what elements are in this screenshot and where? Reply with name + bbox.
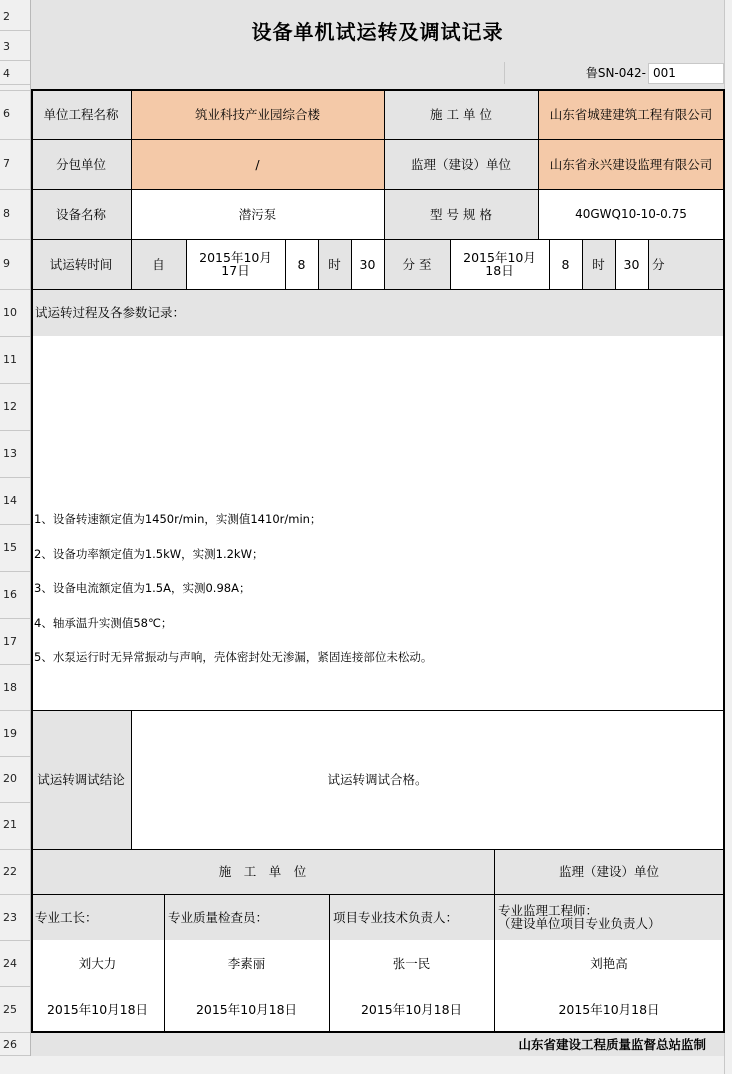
supervision-unit-value[interactable]: 山东省永兴建设监理有限公司 xyxy=(538,139,724,189)
end-date[interactable]: 2015年10月18日 xyxy=(450,239,549,289)
supervisor-name[interactable]: 刘艳高 xyxy=(494,940,724,986)
foreman-label: 专业工长： xyxy=(31,894,164,940)
row-number[interactable]: 12 xyxy=(3,400,17,413)
row-number[interactable]: 6 xyxy=(3,107,10,120)
start-minute[interactable]: 30 xyxy=(351,239,384,289)
row-number[interactable]: 8 xyxy=(3,207,10,220)
row-number[interactable]: 7 xyxy=(3,157,10,170)
trial-time-label: 试运转时间 xyxy=(31,239,131,289)
construction-unit-label: 施 工 单 位 xyxy=(384,90,538,139)
row-number[interactable]: 19 xyxy=(3,727,17,740)
row-number[interactable]: 26 xyxy=(3,1038,17,1051)
row-number[interactable]: 25 xyxy=(3,1003,17,1016)
construction-unit-value[interactable]: 山东省城建建筑工程有限公司 xyxy=(538,90,724,139)
subcontractor-value[interactable]: / xyxy=(131,139,384,189)
foreman-name[interactable]: 刘大力 xyxy=(31,940,164,986)
equipment-name-label: 设备名称 xyxy=(31,189,131,239)
tech-lead-name[interactable]: 张一民 xyxy=(329,940,494,986)
process-record-label: 试运转过程及各参数记录： xyxy=(31,289,724,336)
qc-name[interactable]: 李素丽 xyxy=(164,940,329,986)
row-number[interactable]: 15 xyxy=(3,541,17,554)
from-label: 自 xyxy=(131,239,186,289)
note-line: 2、设备功率额定值为1.5kW，实测1.2kW； xyxy=(34,546,264,561)
page-title: 设备单机试运转及调试记录 xyxy=(251,19,504,44)
minute-to-label: 分 至 xyxy=(384,239,450,289)
project-name-value[interactable]: 筑业科技产业园综合楼 xyxy=(131,90,384,139)
conclusion-value[interactable]: 试运转调试合格。 xyxy=(131,710,724,849)
notes-text xyxy=(34,491,432,675)
tech-lead-date[interactable]: 2015年10月18日 xyxy=(329,986,494,1032)
row-number[interactable]: 24 xyxy=(3,957,17,970)
doc-code-value[interactable]: 001 xyxy=(653,66,676,80)
model-spec-value[interactable]: 40GWQ10-10-0.75 xyxy=(538,189,724,239)
row-number[interactable]: 4 xyxy=(3,67,10,80)
end-hour-label: 时 xyxy=(582,239,615,289)
sheet-right-edge xyxy=(724,0,732,1074)
footer-text: 山东省建设工程质量监督总站监制 xyxy=(518,1036,706,1052)
supervision-unit-label: 监理（建设）单位 xyxy=(384,139,538,189)
row-number[interactable]: 21 xyxy=(3,818,17,831)
start-date[interactable]: 2015年10月17日 xyxy=(186,239,285,289)
note-line: 1、设备转速额定值为1450r/min，实测值1410r/min； xyxy=(34,512,322,526)
end-hour[interactable]: 8 xyxy=(549,239,582,289)
row-number[interactable]: 14 xyxy=(3,494,17,507)
subcontractor-label: 分包单位 xyxy=(31,139,131,189)
row-number[interactable]: 23 xyxy=(3,911,17,924)
qc-date[interactable]: 2015年10月18日 xyxy=(164,986,329,1032)
supervisor-label xyxy=(494,894,724,940)
conclusion-label: 试运转调试结论 xyxy=(31,710,131,849)
row-number[interactable]: 17 xyxy=(3,635,17,648)
supervisor-label-line2: （建设单位项目专业负责人） xyxy=(498,916,661,931)
row-number[interactable]: 18 xyxy=(3,681,17,694)
row-number[interactable]: 9 xyxy=(3,257,10,270)
supervision-header: 监理（建设）单位 xyxy=(494,849,724,894)
row-number[interactable]: 10 xyxy=(3,306,17,319)
note-line: 5、水泵运行时无异常振动与声响，壳体密封处无渗漏，紧固连接部位未松动。 xyxy=(34,650,433,664)
row-number[interactable]: 11 xyxy=(3,353,17,366)
row-number[interactable]: 22 xyxy=(3,865,17,878)
supervisor-label-line1: 专业监理工程师： xyxy=(498,903,599,918)
start-hour-label: 时 xyxy=(318,239,351,289)
sheet-bottom xyxy=(0,1056,732,1074)
end-minute[interactable]: 30 xyxy=(615,239,648,289)
doc-code-label: 鲁SN-042- xyxy=(585,66,646,80)
model-spec-label: 型 号 规 格 xyxy=(384,189,538,239)
row-number[interactable]: 13 xyxy=(3,447,17,460)
equipment-name-value[interactable]: 潜污泵 xyxy=(131,189,384,239)
row-number[interactable]: 2 xyxy=(3,10,10,23)
foreman-date[interactable]: 2015年10月18日 xyxy=(31,986,164,1032)
row-number[interactable]: 16 xyxy=(3,588,17,601)
project-name-label: 单位工程名称 xyxy=(31,90,131,139)
construction-unit-header: 施 工 单 位 xyxy=(31,849,494,894)
note-line: 3、设备电流额定值为1.5A，实测0.98A； xyxy=(34,581,251,595)
supervisor-date[interactable]: 2015年10月18日 xyxy=(494,986,724,1032)
row-number[interactable]: 20 xyxy=(3,772,17,785)
start-hour[interactable]: 8 xyxy=(285,239,318,289)
end-minute-label: 分 xyxy=(648,239,724,289)
note-line: 4、轴承温升实测值58℃； xyxy=(34,615,173,630)
qc-label: 专业质量检查员： xyxy=(164,894,329,940)
row-number[interactable]: 3 xyxy=(3,40,10,53)
tech-lead-label: 项目专业技术负责人： xyxy=(329,894,494,940)
